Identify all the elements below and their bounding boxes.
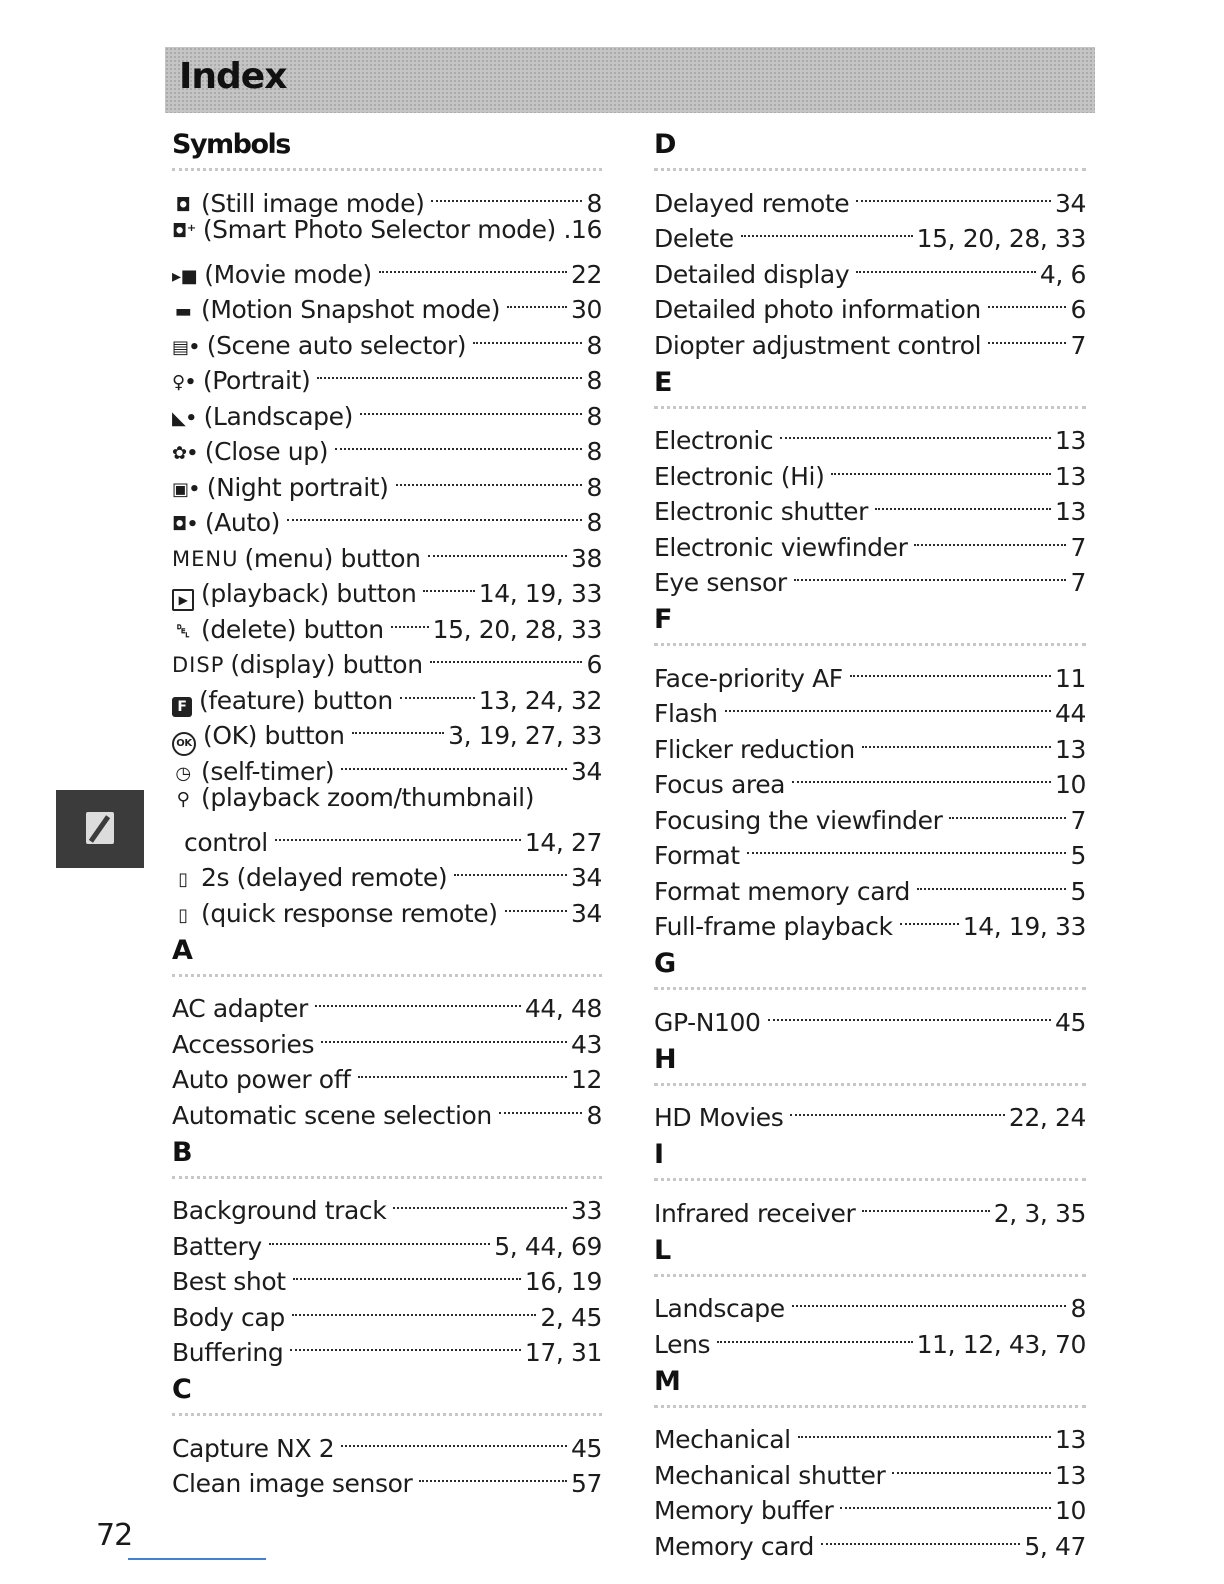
entry-text: Detailed display	[654, 259, 850, 289]
dot-leader	[792, 1282, 1067, 1318]
entry-text: Focus area	[654, 770, 786, 799]
entry-text: Automatic scene selection	[172, 1100, 492, 1130]
entry-label	[654, 423, 780, 459]
entry-text: (display) button	[230, 650, 423, 679]
entry-text: (Landscape)	[203, 401, 353, 431]
entry-label	[654, 292, 988, 328]
entry-text: (delete) button	[201, 614, 384, 644]
dot-leader	[856, 247, 1036, 283]
dot-leader	[352, 709, 445, 745]
index-entry	[172, 176, 602, 218]
entry-pages: 13	[1054, 497, 1086, 526]
index-column-right	[654, 122, 1086, 1561]
entry-pages: 13	[1054, 734, 1086, 764]
entry-label	[654, 1422, 798, 1458]
dot-leader	[269, 1219, 491, 1255]
dot-leader	[400, 673, 475, 709]
dot-leader	[900, 900, 959, 936]
entry-label	[654, 1196, 862, 1232]
index-entry	[172, 815, 602, 857]
entry-pages: 44, 48	[524, 994, 602, 1023]
entry-pages: 34	[1054, 188, 1086, 218]
entry-label	[172, 1431, 341, 1467]
entry-pages: 2, 45	[540, 1302, 602, 1332]
dot-leader	[379, 247, 567, 283]
entry-label	[654, 767, 792, 803]
section-heading-symbols: Symbols	[172, 122, 602, 171]
entry-label	[172, 576, 423, 612]
dot-leader	[798, 1413, 1051, 1449]
dot-leader	[391, 602, 429, 638]
dot-leader	[741, 212, 913, 248]
chapter-side-tab	[56, 790, 144, 868]
entry-text: (Portrait)	[202, 366, 311, 395]
delete-button-icon: ␡	[176, 620, 190, 642]
ok-button-icon: OK	[172, 732, 196, 756]
entry-text: Body cap	[172, 1302, 285, 1332]
entry-pages: 22, 24	[1008, 1103, 1086, 1132]
dot-leader	[473, 318, 582, 354]
dot-leader	[862, 722, 1051, 758]
section-heading-l: L	[654, 1228, 1086, 1277]
entry-text: (OK) button	[203, 721, 345, 750]
entry-text: Face-priority AF	[654, 663, 843, 693]
entry-pages: 12	[570, 1065, 602, 1094]
dot-leader	[428, 531, 567, 567]
entry-text: Flash	[654, 699, 718, 728]
dot-leader	[293, 1255, 521, 1291]
entry-text: (Smart Photo Selector mode) .16	[202, 214, 603, 244]
index-entry-list	[654, 1086, 1086, 1132]
entry-label	[172, 612, 391, 650]
entry-text: Flicker reduction	[654, 734, 855, 764]
entry-text: (feature) button	[199, 685, 393, 715]
entry-text: Best shot	[172, 1267, 286, 1296]
entry-label	[654, 459, 831, 495]
entry-label	[654, 328, 988, 364]
section-heading-i: I	[654, 1132, 1086, 1181]
entry-pages: 16, 19	[524, 1267, 602, 1296]
dot-leader	[292, 1290, 537, 1326]
entry-label	[172, 505, 287, 543]
entry-pages: 8	[586, 437, 602, 466]
entry-label	[172, 896, 505, 934]
index-entry-list	[654, 990, 1086, 1037]
portrait-icon: ♀•	[172, 372, 196, 393]
entry-label	[172, 257, 379, 295]
dot-leader	[505, 886, 567, 922]
entry-text: Infrared receiver	[654, 1198, 856, 1228]
entry-label	[654, 1005, 768, 1041]
entry-pages: 2, 3, 35	[993, 1198, 1086, 1228]
entry-text: (playback) button	[201, 579, 417, 608]
section-heading-g: G	[654, 941, 1086, 990]
entry-label	[172, 860, 454, 898]
still-image-mode-icon: ◘	[175, 194, 191, 216]
entry-pages: 5	[1070, 841, 1086, 870]
menu-button-icon: MENU	[172, 546, 239, 571]
dot-leader	[792, 758, 1051, 794]
entry-text: Format	[654, 841, 740, 870]
dot-leader	[856, 176, 1051, 212]
entry-text: Electronic shutter	[654, 497, 868, 526]
entry-text: Clean image sensor	[172, 1469, 413, 1498]
entry-text: Delayed remote	[654, 188, 850, 218]
entry-label	[172, 647, 430, 684]
section-heading-b: B	[172, 1130, 602, 1179]
index-entry	[654, 1413, 1086, 1454]
dot-leader	[914, 520, 1066, 556]
entry-text: Lens	[654, 1329, 711, 1359]
dot-leader	[892, 1448, 1051, 1484]
entry-text: Capture NX 2	[172, 1433, 335, 1463]
page-footer-rule	[128, 1558, 266, 1560]
dot-leader	[360, 389, 583, 425]
section-heading-e: E	[654, 360, 1086, 409]
dot-leader	[725, 687, 1051, 723]
dot-leader	[499, 1088, 583, 1124]
dot-leader	[949, 793, 1066, 829]
entry-label	[654, 565, 794, 601]
quick-response-remote-icon: ▯	[178, 904, 188, 926]
entry-text: Landscape	[654, 1294, 785, 1323]
motion-snapshot-icon: ▬	[174, 301, 192, 322]
entry-label	[172, 1300, 292, 1336]
index-entry-list	[172, 977, 602, 1130]
entry-pages: 6	[1070, 295, 1086, 324]
entry-pages: 13	[1054, 461, 1086, 491]
entry-text: Diopter adjustment control	[654, 330, 982, 360]
entry-label	[172, 1062, 358, 1098]
section-heading-m: M	[654, 1359, 1086, 1408]
index-entry-list	[172, 1179, 602, 1367]
entry-pages: 13	[1054, 1425, 1086, 1454]
dot-leader	[747, 829, 1067, 865]
entry-pages: 8	[586, 1100, 602, 1130]
dot-leader	[430, 638, 583, 674]
landscape-icon: ◣•	[172, 407, 197, 429]
dot-leader	[840, 1484, 1051, 1520]
entry-text: (playback zoom/thumbnail)	[201, 782, 535, 812]
index-entry-list	[654, 409, 1086, 597]
entry-label	[172, 1466, 419, 1502]
dot-leader	[831, 449, 1051, 485]
playback-button-icon: ▶	[172, 589, 194, 611]
entry-text: Accessories	[172, 1029, 315, 1059]
dot-leader	[768, 995, 1051, 1031]
entry-pages: 15, 20, 28, 33	[432, 614, 602, 644]
index-entry-list	[654, 646, 1086, 941]
entry-pages: 34	[570, 898, 602, 928]
entry-label	[172, 1229, 269, 1265]
entry-pages: 43	[570, 1029, 602, 1059]
scene-auto-selector-icon: ▤•	[172, 336, 200, 358]
dot-leader	[862, 1186, 989, 1222]
entry-label	[654, 1529, 821, 1565]
index-entry	[172, 1184, 602, 1225]
dot-leader	[431, 176, 582, 212]
index-entry	[172, 247, 602, 289]
dot-leader	[321, 1017, 567, 1053]
entry-label	[172, 292, 507, 330]
entry-text: Mechanical shutter	[654, 1460, 886, 1490]
entry-label	[654, 838, 747, 874]
entry-label	[654, 221, 741, 257]
index-column-left	[172, 122, 603, 1498]
entry-text: (Motion Snapshot mode)	[201, 295, 501, 324]
playback-zoom-icon: ⚲	[176, 788, 190, 810]
entry-text: (Still image mode)	[201, 188, 425, 218]
dot-leader	[341, 1421, 567, 1457]
index-entry	[654, 1282, 1086, 1323]
dot-leader	[794, 556, 1067, 592]
entry-pages: 34	[570, 756, 602, 786]
dot-leader	[315, 982, 521, 1018]
dot-leader	[393, 1184, 567, 1220]
index-entry-list	[654, 171, 1086, 360]
entry-text: HD Movies	[654, 1103, 784, 1132]
entry-pages: 8	[1070, 1294, 1086, 1323]
night-portrait-icon: ▣•	[172, 478, 200, 500]
entry-pages: 38	[570, 543, 602, 573]
dot-leader	[875, 485, 1051, 521]
index-entry	[654, 1091, 1086, 1132]
entry-pages: 30	[570, 295, 602, 324]
entry-pages: 57	[570, 1469, 602, 1498]
entry-pages: 5, 44, 69	[494, 1231, 602, 1261]
entry-text: Delete	[654, 224, 734, 253]
entry-pages: 7	[1070, 330, 1086, 360]
index-entry	[654, 1317, 1086, 1359]
entry-label	[172, 1335, 290, 1371]
entry-label	[172, 1098, 499, 1134]
entry-pages: 6	[586, 650, 602, 679]
display-button-icon: DISP	[172, 653, 225, 677]
index-entry-list	[654, 1181, 1086, 1228]
index-entry	[172, 212, 602, 248]
entry-label	[654, 909, 900, 945]
self-timer-icon: ◷	[175, 762, 191, 784]
entry-text: Auto power off	[172, 1065, 351, 1094]
entry-label	[172, 825, 275, 861]
entry-pages: 10	[1054, 1496, 1086, 1525]
entry-text: (Close up)	[204, 437, 329, 466]
entry-label	[654, 874, 917, 910]
entry-pages: 45	[1054, 1007, 1086, 1037]
dot-leader	[821, 1519, 1020, 1555]
entry-label	[172, 212, 609, 250]
entry-text: Eye sensor	[654, 568, 787, 597]
entry-pages: 8	[586, 188, 602, 218]
dot-leader	[287, 496, 582, 532]
entry-text: GP-N100	[654, 1007, 761, 1037]
dot-leader	[454, 851, 567, 887]
section-heading-h: H	[654, 1037, 1086, 1086]
index-entry	[654, 176, 1086, 218]
entry-text: Memory card	[654, 1531, 814, 1561]
dot-leader	[850, 651, 1051, 687]
entry-label	[654, 1327, 717, 1363]
entry-text: Format memory card	[654, 876, 911, 906]
entry-text: Electronic	[654, 426, 774, 455]
entry-label	[654, 1493, 840, 1529]
index-entry	[654, 1186, 1086, 1228]
entry-label	[172, 1264, 293, 1300]
entry-pages: 14, 27	[524, 827, 602, 857]
entry-pages: 34	[570, 863, 602, 892]
dot-leader	[917, 864, 1066, 900]
entry-pages: 13, 24, 32	[478, 685, 602, 715]
entry-label	[654, 1100, 790, 1136]
movie-mode-icon: ▸■	[172, 265, 198, 287]
entry-text: 2s (delayed remote)	[201, 863, 448, 892]
entry-text: AC adapter	[172, 994, 308, 1023]
entry-pages: 13	[1054, 1460, 1086, 1490]
entry-text: Buffering	[172, 1338, 284, 1367]
dot-leader	[988, 283, 1067, 319]
index-entry	[172, 1421, 602, 1463]
entry-pages: 5, 47	[1024, 1531, 1086, 1561]
entry-pages: 14, 19, 33	[962, 912, 1086, 941]
entry-label	[172, 1027, 321, 1063]
page-number: 72	[96, 1518, 133, 1553]
entry-text: Background track	[172, 1196, 387, 1225]
entry-text: Full-frame playback	[654, 912, 893, 941]
entry-text: (Night portrait)	[206, 472, 389, 502]
dot-leader	[317, 354, 582, 390]
index-entry	[654, 651, 1086, 693]
entry-pages: 7	[1070, 568, 1086, 597]
entry-text: (Scene auto selector)	[206, 330, 467, 360]
index-entry	[172, 982, 602, 1023]
dot-leader	[423, 567, 474, 603]
entry-label	[172, 399, 360, 437]
entry-label	[172, 363, 317, 401]
close-up-icon: ✿•	[172, 443, 198, 464]
entry-pages: 15, 20, 28, 33	[916, 224, 1086, 253]
index-entry-list	[172, 171, 603, 928]
dot-leader	[290, 1326, 521, 1362]
entry-pages: 45	[570, 1433, 602, 1463]
dot-leader	[341, 744, 567, 780]
entry-text: (menu) button	[244, 543, 421, 573]
section-heading-f: F	[654, 597, 1086, 646]
page-title: Index	[179, 56, 287, 97]
entry-label	[654, 494, 875, 530]
dot-leader	[507, 283, 567, 319]
dot-leader	[358, 1053, 567, 1089]
index-title-bar	[165, 47, 1095, 113]
section-heading-a: A	[172, 928, 602, 977]
entry-pages: 8	[586, 472, 602, 502]
entry-label	[172, 991, 315, 1027]
entry-pages: 10	[1054, 770, 1086, 799]
entry-text: (Movie mode)	[204, 259, 372, 289]
entry-text: Memory buffer	[654, 1496, 834, 1525]
smart-photo-selector-icon: ◘⁺	[172, 220, 196, 242]
entry-pages: 7	[1070, 805, 1086, 835]
entry-text: Battery	[172, 1231, 262, 1261]
entry-pages: 8	[586, 366, 602, 395]
dot-leader	[275, 815, 521, 851]
dot-leader	[419, 1457, 567, 1493]
index-entry-list	[654, 1408, 1086, 1561]
entry-pages: 44	[1054, 699, 1086, 728]
entry-text: (Auto)	[204, 508, 280, 537]
dot-leader	[790, 1091, 1004, 1127]
entry-pages: 33	[570, 1196, 602, 1225]
entry-text: Mechanical	[654, 1425, 791, 1454]
entry-pages: 13	[1054, 426, 1086, 455]
entry-text: (quick response remote)	[201, 898, 498, 928]
auto-icon: ◘•	[172, 514, 198, 535]
entry-label	[172, 541, 428, 578]
entry-pages: 8	[586, 401, 602, 431]
notes-pencil-icon	[86, 812, 114, 844]
entry-pages: 8	[586, 508, 602, 537]
entry-label	[172, 718, 352, 756]
section-heading-d: D	[654, 122, 1086, 171]
dot-leader	[396, 460, 583, 496]
index-entry	[654, 995, 1086, 1037]
dot-leader	[717, 1317, 913, 1353]
entry-label	[654, 696, 725, 732]
index-entry	[654, 414, 1086, 455]
entry-text: Electronic viewfinder	[654, 532, 908, 562]
index-entry-list	[654, 1277, 1086, 1359]
index-entry	[172, 780, 602, 816]
index-entry-list	[172, 1416, 602, 1498]
entry-pages: 4, 6	[1039, 259, 1086, 289]
dot-leader	[780, 414, 1051, 450]
entry-text: Electronic (Hi)	[654, 461, 825, 491]
entry-text: (self-timer)	[201, 756, 335, 786]
entry-pages: 3, 19, 27, 33	[448, 721, 602, 750]
dot-leader	[335, 425, 582, 461]
entry-pages: 22	[570, 259, 602, 289]
entry-pages: 7	[1070, 532, 1086, 562]
entry-label	[172, 434, 335, 472]
entry-text: control	[184, 827, 268, 857]
entry-label	[654, 257, 856, 293]
entry-pages: 8	[586, 330, 602, 360]
entry-pages: 11	[1054, 663, 1086, 693]
delayed-remote-icon: ▯	[178, 869, 188, 890]
entry-label	[172, 780, 541, 818]
feature-button-icon: F	[172, 697, 192, 717]
section-heading-c: C	[172, 1367, 602, 1416]
entry-text: Focusing the viewfinder	[654, 805, 943, 835]
entry-pages: 11, 12, 43, 70	[916, 1329, 1086, 1359]
entry-pages: 5	[1070, 876, 1086, 906]
entry-text: Detailed photo information	[654, 295, 981, 324]
dot-leader	[988, 318, 1066, 354]
entry-pages: 14, 19, 33	[478, 579, 602, 608]
entry-pages: 17, 31	[524, 1338, 602, 1367]
